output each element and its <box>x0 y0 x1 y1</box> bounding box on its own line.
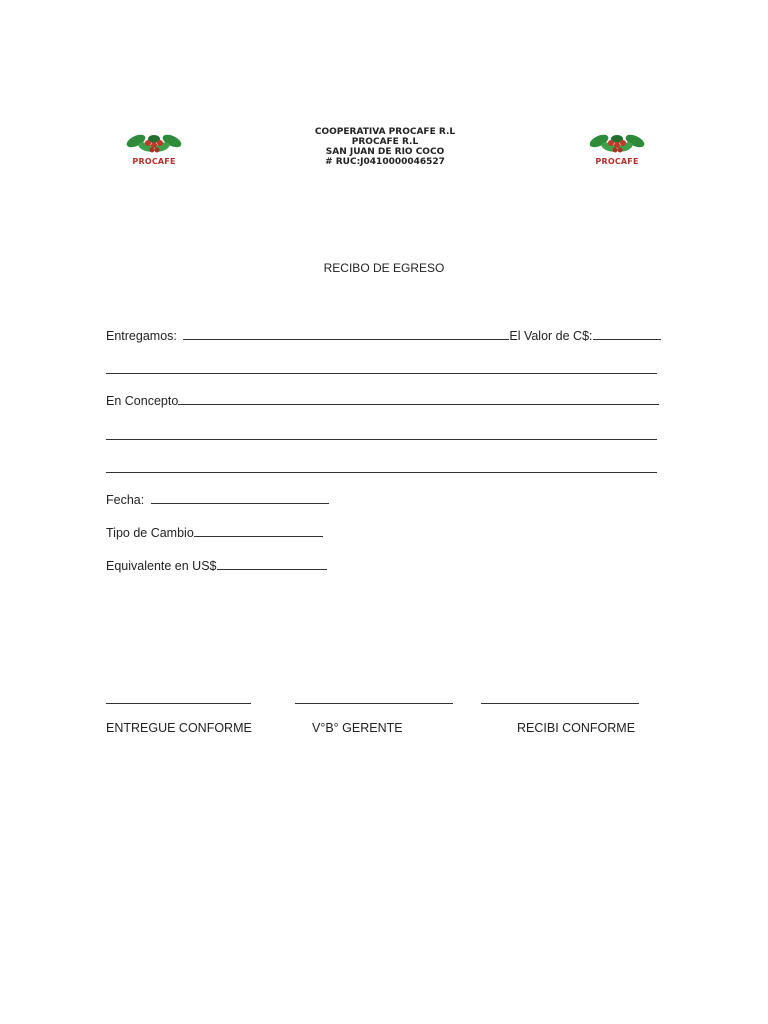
valor-label: El Valor de C$: <box>509 329 593 343</box>
equivalente-label: Equivalente en US$ <box>106 559 217 573</box>
gerente-signature-line[interactable] <box>295 703 453 704</box>
concepto-continuation-row-1 <box>106 427 657 443</box>
entregamos-label: Entregamos: <box>106 329 177 343</box>
recibi-conforme-label: RECIBI CONFORME <box>517 721 636 735</box>
concepto-continuation-row-2 <box>106 460 657 476</box>
entregue-conforme-label: ENTREGUE CONFORME <box>106 721 252 735</box>
tipo-cambio-row <box>106 524 323 540</box>
header-line-1: COOPERATIVA PROCAFE R.L <box>314 127 456 137</box>
valor-field[interactable] <box>593 327 661 340</box>
entregamos-row <box>106 327 661 343</box>
procafe-logo-left <box>124 131 184 171</box>
tipo-cambio-field[interactable] <box>194 524 323 537</box>
coffee-leaves-icon <box>587 131 647 159</box>
fecha-row <box>106 491 329 507</box>
fecha-label: Fecha: <box>106 493 145 507</box>
logo-text: PROCAFE <box>132 157 176 166</box>
procafe-logo-right <box>587 131 647 171</box>
document-title: RECIBO DE EGRESO <box>323 261 445 275</box>
concepto-continuation-field-1[interactable] <box>106 427 657 440</box>
fecha-field[interactable] <box>151 491 329 504</box>
entregamos-continuation-row <box>106 361 657 377</box>
entregue-signature-line[interactable] <box>106 703 251 704</box>
recibi-signature-line[interactable] <box>481 703 639 704</box>
equivalente-field[interactable] <box>217 557 327 570</box>
header-line-4: # RUC:J0410000046527 <box>325 157 445 167</box>
coffee-leaves-icon <box>124 131 184 159</box>
header-line-2: PROCAFE R.L <box>351 137 419 147</box>
header-line-3: SAN JUAN DE RIO COCO <box>325 147 445 157</box>
logo-text: PROCAFE <box>595 157 639 166</box>
concepto-field[interactable] <box>178 392 659 405</box>
tipo-cambio-label: Tipo de Cambio <box>106 526 194 540</box>
entregamos-field[interactable] <box>183 327 509 340</box>
concepto-continuation-field-2[interactable] <box>106 460 657 473</box>
cooperative-header <box>290 127 480 167</box>
entregamos-continuation-field[interactable] <box>106 361 657 374</box>
concepto-label: En Concepto <box>106 394 179 408</box>
concepto-row <box>106 392 659 408</box>
equivalente-row <box>106 557 327 573</box>
gerente-label: V°B° GERENTE <box>312 721 403 735</box>
